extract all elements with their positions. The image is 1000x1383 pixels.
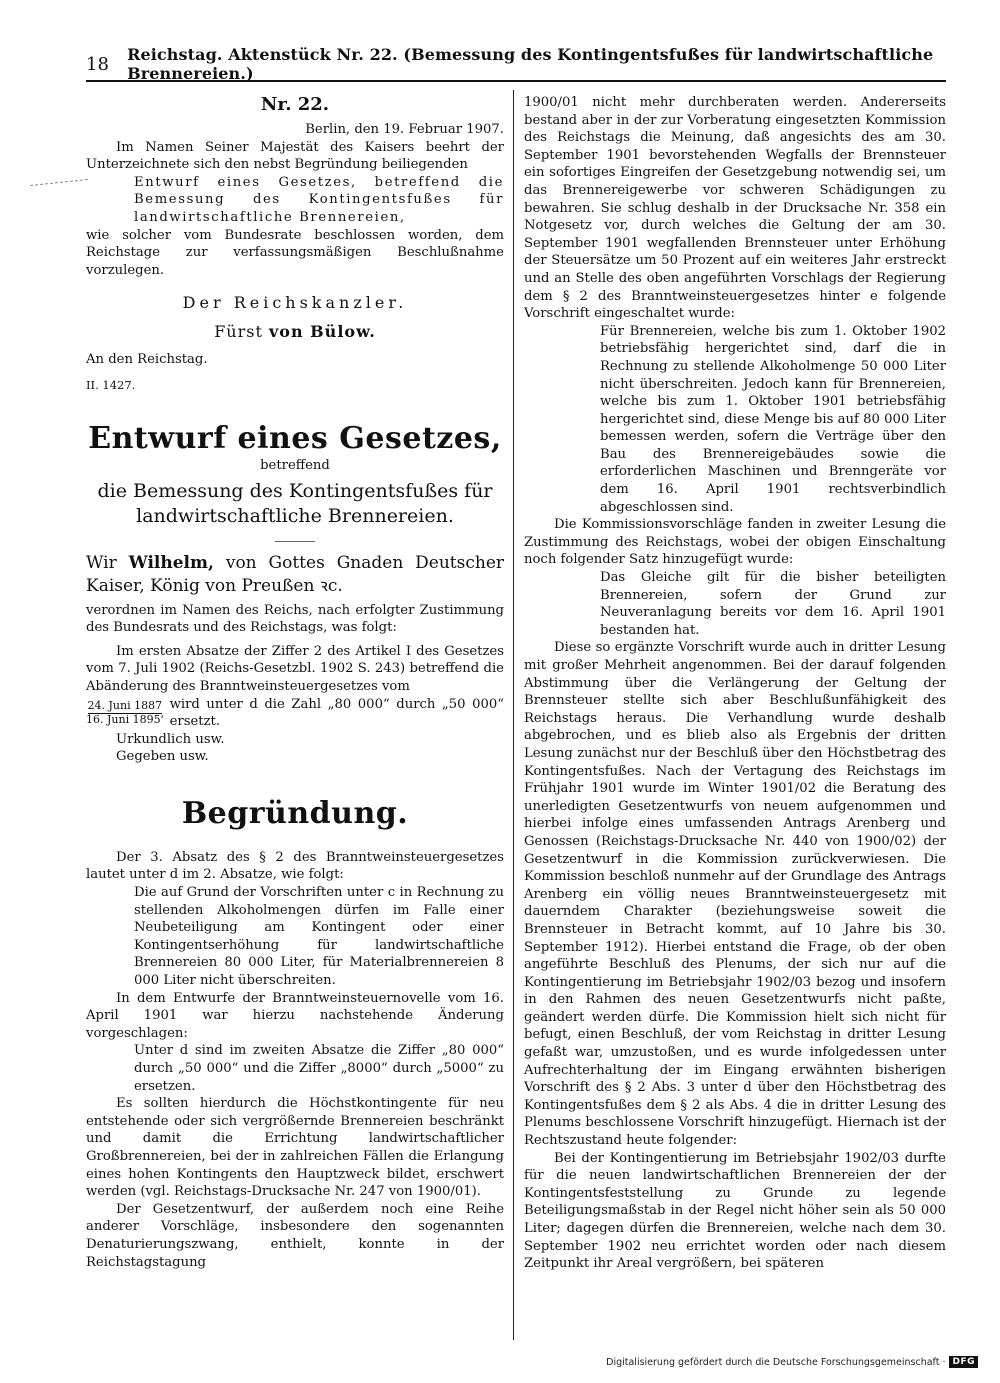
- dateline: Berlin, den 19. Februar 1907.: [305, 122, 504, 137]
- signature-prefix: Fürst: [214, 322, 263, 342]
- signature-name: von Bülow.: [268, 322, 376, 342]
- fraction-top: 24. Juni 1887: [87, 699, 163, 713]
- right-column: [524, 94, 946, 1273]
- document-number: Nr. 22.: [260, 94, 330, 115]
- signature-title: Der Reichskanzler.: [182, 293, 408, 313]
- right-paragraph-4: Bei der Kontingentierung im Betriebsjahr 1902/03 durfte für die neuen landwirtschaftlichen Brennereien der der Kontingentsfeststellung zu Grunde zu legende Beteiligungsmaßstab in der Regel nicht höher sein als 50 000 Liter; dagegen dürfen die Brennereien, welche nach dem 30. September 1902 neu errichtet worden oder nach diesem Zeitpunkt ihr Areal vergrößern, bei späteren: [524, 1150, 946, 1272]
- intro-end: wie solcher vom Bundesrate beschlossen worden, dem Reichstage zur verfassungsmäßigen Beschlußnahme vorzulegen.: [86, 227, 504, 278]
- draft-heading-sub: betreffend: [260, 457, 330, 473]
- right-paragraph-1: 1900/01 nicht mehr durchberaten werden. Andererseits bestand aber in der zur Vorberatung eingesetzten Kommission des Reichstags die Meinung, daß angesichts des am 30. September 1901 bevorstehenden Wegfalls der Brennsteuer ein sofortiges Eingreifen der Gesetzgebung notwendig sei, um das Brennereigewerbe vor schweren Schädigungen zu bewahren. Sie schlug deshalb in der Drucksache Nr. 358 ein Notgesetz vor, durch welches die Geltung der am 30. September 1901 wegfallenden Brennsteuer unter Erhöhung der Steuersätze um 50 Prozent auf ein weiteres Jahr erstreckt und an Stelle des oben angeführten Vorschlags der Regierung dem § 2 des Branntweinsteuergesetzes hinter e folgende Vorschrift eingeschaltet wurde:: [524, 95, 946, 322]
- running-title: Reichstag. Aktenstück Nr. 22. (Bemessung des Kontingentsfußes für landwirtschaftliche Brennereien.): [127, 45, 934, 83]
- footer-text: Digitalisierung gefördert durch die Deutsche Forschungsgemeinschaft ·: [606, 1356, 946, 1368]
- article-end: wird unter d die Zahl „80 000“ durch „50 000“ ersetzt.: [169, 696, 504, 730]
- article-fraction-row: [86, 696, 504, 731]
- article-paragraph: Im ersten Absatze der Ziffer 2 des Artikel I des Gesetzes vom 7. Juli 1902 (Reichs-Gesetzbl. 1902 S. 243) betreffend die Abänderung des Branntweinsteuergesetzes vom: [86, 643, 504, 694]
- right-paragraph-3: Diese so ergänzte Vorschrift wurde auch in dritter Lesung mit großer Mehrheit angenommen. Bei der darauf folgenden Abstimmung über die Verlängerung der Geltung der Brennsteuer stellte sich aber Beschlußunfähigkeit des Reichstags heraus. Die Verhandlung wurde deshalb abgebrochen, und es blieb also als Ergebnis der dritten Lesung zunächst nur der Beschluß über den Höchstbetrag des Kontingentsfußes. Nach der Vertagung des Reichstags im Frühjahr 1901 wurde im Winter 1901/02 die Beratung des unerledigten Gesetzentwurfs von neuem aufgenommen und hierbei infolge eines umfassenden Antrags Arenberg und Genossen (Reichstags-Drucksache Nr. 440 von 1900/02) der Gesetzentwurf in die Kommission zurückverwiesen. Die Kommission beschloß nunmehr auf der Grundlage des Antrags Arenberg ein völlig neues Branntweinsteuergesetz mit dauerndem Charakter (beziehungsweise soweit die Brennsteuer in Betracht kommt, auf 10 Jahre bis 30. September 1912). Hierbei entstand die Frage, ob der oben angeführte Beschluß des Plenums, der sich nur auf die Kontingentierung im Betriebsjahr 1902/03 bezog und insofern in den Rahmen des neuen Gesetzentwurfs nicht paßte, geändert werden dürfe. Die Kommission hielt sich nicht für befugt, einen Beschluß, der vom Reichstag in dritter Lesung gefaßt war, umzustoßen, und es wurde infolgedessen unter Aufrechterhaltung der im Eingang erwähnten bisherigen Vorschrift des § 2 Abs. 3 unter d über den Höchstbetrag des Kontingentsfußes dem § 2 als Abs. 4 die in dritter Lesung des Plenums beschlossene Vorschrift hinzugefügt. Hiernach ist der Rechtszustand heute folgender:: [524, 640, 946, 1149]
- justification-heading: Begründung.: [181, 795, 409, 831]
- wir-prefix: Wir: [86, 552, 117, 573]
- dfg-logo: DFG: [949, 1356, 978, 1368]
- emperor-name: Wilhelm,: [128, 552, 214, 573]
- signature: [86, 322, 504, 341]
- margin-mark: [30, 179, 88, 186]
- wir-title: von Gottes Gnaden Deutscher Kaiser, König von Preußen ꝛc.: [86, 552, 505, 596]
- enactment-formula: [86, 552, 504, 598]
- closing-line-2: Gegeben usw.: [116, 749, 209, 765]
- intro-paragraph: Im Namen Seiner Majestät des Kaisers beehrt der Unterzeichnete sich den nebst Begründung beiliegenden: [86, 139, 504, 173]
- draft-heading-title: die Bemessung des Kontingentsfußes für landwirtschaftliche Brennereien.: [97, 479, 493, 527]
- justification-paragraph-2: In dem Entwurfe der Branntweinsteuernovelle vom 16. April 1901 war hierzu nachstehende Änderung vorgeschlagen:: [86, 990, 504, 1041]
- column-divider: [513, 90, 514, 1340]
- closing-line-1: Urkundlich usw.: [116, 731, 225, 747]
- draft-heading: Entwurf eines Gesetzes,: [88, 420, 502, 456]
- draft-name: Entwurf eines Gesetzes, betreffend die Bemessung des Kontingentsfußes für landwirtschaftliche Brennereien,: [134, 174, 504, 225]
- left-column: [86, 94, 504, 1271]
- right-quote-2: Das Gleiche gilt für die bisher beteiligten Brennereien, sofern der Grund zur Neuveranlagung bereits vor dem 16. April 1901 bestanden hat.: [600, 570, 946, 638]
- right-paragraph-2: Die Kommissionsvorschläge fanden in zweiter Lesung die Zustimmung des Reichstags, wobei der obigen Einschaltung noch folgender Satz hinzugefügt wurde:: [524, 517, 946, 568]
- digitization-footer: [606, 1353, 978, 1371]
- justification-paragraph-3: Es sollten hierdurch die Höchstkontingente für neu entstehende oder sich vergrößernde Brennereien beschränkt und damit die Errichtung landwirtschaftlicher Großbrennereien, bei der in zahlreichen Fällen die Erlangung eines hohen Kontingents den Hauptzweck bildet, erschwert werden (vgl. Reichstags-Drucksache Nr. 247 von 1900/01).: [86, 1096, 504, 1200]
- divider: [275, 541, 315, 542]
- ordain-paragraph: verordnen im Namen des Reichs, nach erfolgter Zustimmung des Bundesrats und des Reichstags, was folgt:: [86, 602, 504, 636]
- reference-number: II. 1427.: [86, 377, 136, 392]
- date-fraction: [86, 700, 164, 726]
- running-head: [86, 45, 946, 83]
- addressee: An den Reichstag.: [86, 352, 208, 368]
- fraction-bottom: 16. Juni 1895': [86, 713, 164, 727]
- justification-paragraph-4: Der Gesetzentwurf, der außerdem noch eine Reihe anderer Vorschläge, insbesondere den sogenannten Denaturierungszwang, enthielt, konnte in der Reichstagstagung: [86, 1201, 504, 1270]
- page-number: 18: [86, 53, 110, 75]
- justification-quote-2: Unter d sind im zweiten Absatze die Ziffer „80 000“ durch „50 000“ und die Ziffer „8000“ durch „5000“ zu ersetzen.: [134, 1043, 504, 1094]
- justification-quote-1: Die auf Grund der Vorschriften unter c in Rechnung zu stellenden Alkoholmengen dürfen im Falle einer Neubeteiligung am Kontingent oder einer Kontingentserhöhung für landwirtschaftliche Brennereien 80 000 Liter, für Materialbrennereien 8 000 Liter nicht überschreiten.: [134, 885, 504, 989]
- justification-paragraph-1: Der 3. Absatz des § 2 des Branntweinsteuergesetzes lautet unter d im 2. Absatze, wie folgt:: [86, 849, 504, 883]
- right-quote-1: Für Brennereien, welche bis zum 1. Oktober 1902 betriebsfähig hergerichtet sind, darf die in Rechnung zu stellende Alkoholmenge 50 000 Liter nicht überschreiten. Jedoch kann für Brennereien, welche bis zum 1. Oktober 1901 betriebsfähig hergerichtet sind, diese Menge bis auf 80 000 Liter bemessen werden, sofern die Verträge über den Bau des Brennereigebäudes sowie die erforderlichen Maschinen und Brenngeräte vor dem 16. April 1901 rechtsverbindlich abgeschlossen sind.: [600, 323, 946, 515]
